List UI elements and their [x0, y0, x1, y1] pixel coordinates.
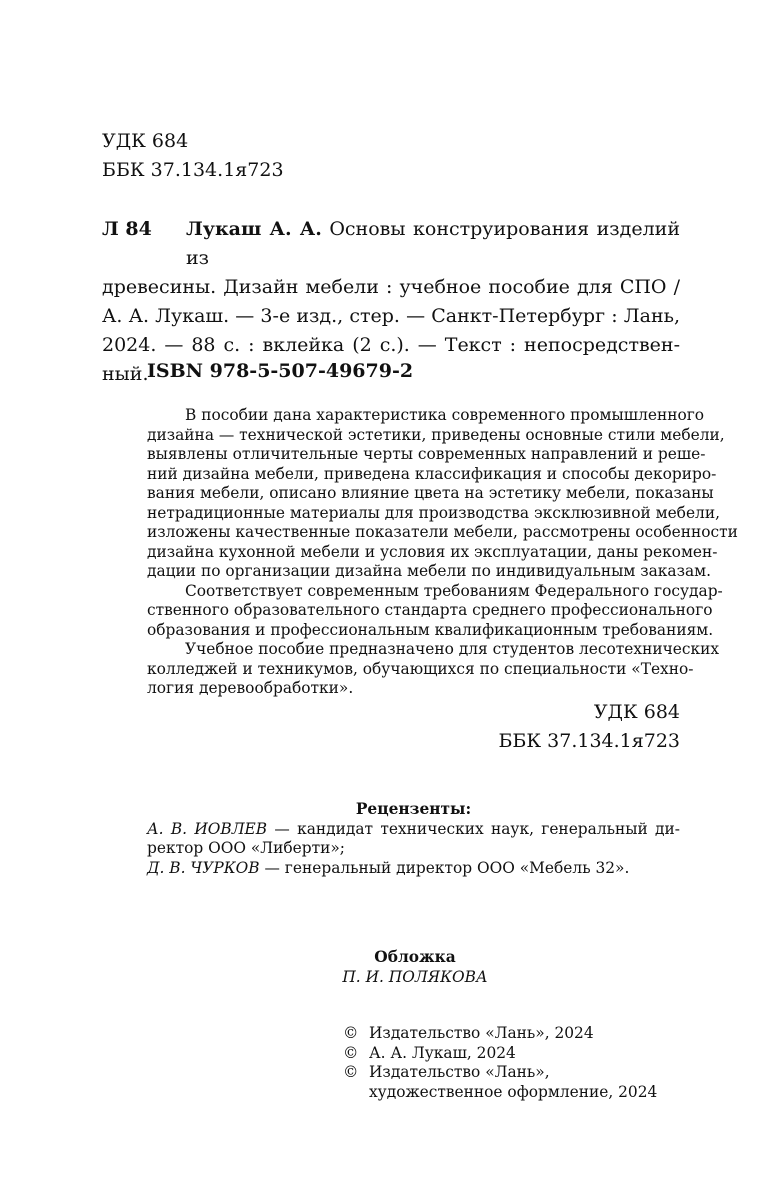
author-code: Л 84 [102, 218, 152, 240]
copyright-author: А. А. Лукаш, 2024 [369, 1043, 516, 1062]
copyright-block [343, 1024, 657, 1102]
udk-code-bottom: УДК 684 [593, 701, 680, 723]
reviewer-2-line [147, 859, 680, 879]
copyright-row [343, 1063, 657, 1102]
copyright-row [343, 1044, 657, 1064]
bbk-code: ББК 37.134.1я723 [102, 159, 284, 181]
cover-designer: П. И. ПОЛЯКОВА [342, 967, 488, 986]
classification-block-top [102, 127, 284, 185]
copyright-publisher: Издательство «Лань», 2024 [369, 1024, 594, 1042]
bibliographic-line-4: 2024. — 88 с. : вклейка (2 с.). — Текст : непосредствен- [102, 334, 680, 356]
classification-block-bottom [498, 698, 680, 756]
author-name: Лукаш А. А. [186, 218, 322, 240]
annotation-line: ний дизайна мебели, приведена классификация и способы декориро- [147, 464, 717, 483]
copyright-publisher-design [369, 1063, 657, 1102]
bibliographic-first-line [102, 215, 680, 273]
copyright-design-line-2: художественное оформление, 2024 [369, 1082, 658, 1101]
annotation-line: ственного образовательного стандарта среднего профессионального [147, 601, 713, 619]
bibliographic-line-2: древесины. Дизайн мебели : учебное пособие для СПО / [102, 276, 680, 298]
reviewer-1-title: — кандидат технических наук, генеральный ди- [274, 819, 680, 838]
annotation-line: Учебное пособие предназначено для студентов лесотехнических [185, 640, 720, 658]
bbk-code-bottom: ББК 37.134.1я723 [498, 730, 680, 752]
annotation [147, 406, 738, 699]
copyright-design-line-1: Издательство «Лань», [369, 1063, 550, 1081]
annotation-line: Соответствует современным требованиям Федерального государ- [185, 581, 723, 600]
annotation-line: нетрадиционные материалы для производства эксклюзивной мебели, [147, 503, 720, 522]
copyright-symbol: © [343, 1024, 359, 1042]
copyright-symbol: © [343, 1063, 359, 1081]
reviewer-1-line-2: ректор ООО «Либерти»; [147, 839, 345, 857]
reviewer-1-line-1 [147, 820, 680, 840]
annotation-line: колледжей и техникумов, обучающихся по специальности «Техно- [147, 659, 694, 678]
cover-credit [330, 948, 500, 987]
annotation-line: изложены качественные показатели мебели, рассмотрены особенности [147, 523, 738, 541]
annotation-line: В пособии дана характеристика современного промышленного [185, 406, 705, 424]
bibliographic-line-3: А. А. Лукаш. — 3-е изд., стер. — Санкт-Петербург : Лань, [102, 305, 680, 327]
isbn: ISBN 978-5-507-49679-2 [147, 360, 414, 382]
copyright-row [343, 1024, 657, 1044]
reviewer-1-name: А. В. ИОВЛЕВ [147, 819, 268, 838]
annotation-line: логия деревообработки». [147, 679, 354, 697]
annotation-line: дизайна кухонной мебели и условия их эксплуатации, даны рекомен- [147, 542, 718, 561]
annotation-line: вания мебели, описано влияние цвета на эстетику мебели, показаны [147, 484, 714, 502]
bibliographic-line-5: ный. [102, 363, 149, 385]
reviewers [147, 800, 680, 878]
annotation-line: выявлены отличительные черты современных направлений и реше- [147, 445, 706, 463]
bibliographic-line-1 [186, 215, 680, 273]
annotation-line: дизайна — технической эстетики, приведены основные стили мебели, [147, 425, 725, 444]
reviewer-2-name: Д. В. ЧУРКОВ [147, 858, 260, 877]
reviewer-2-title: — генеральный директор ООО «Мебель 32». [264, 858, 630, 877]
udk-code: УДК 684 [102, 130, 189, 152]
annotation-line: дации по организации дизайна мебели по индивидуальным заказам. [147, 562, 712, 580]
reviewers-heading: Рецензенты: [355, 800, 472, 818]
annotation-line: образования и профессиональным квалификационным требованиям. [147, 620, 714, 639]
cover-heading: Обложка [374, 948, 456, 966]
copyright-symbol: © [343, 1043, 359, 1062]
title-start: Основы конструирования изделий из [186, 218, 680, 269]
